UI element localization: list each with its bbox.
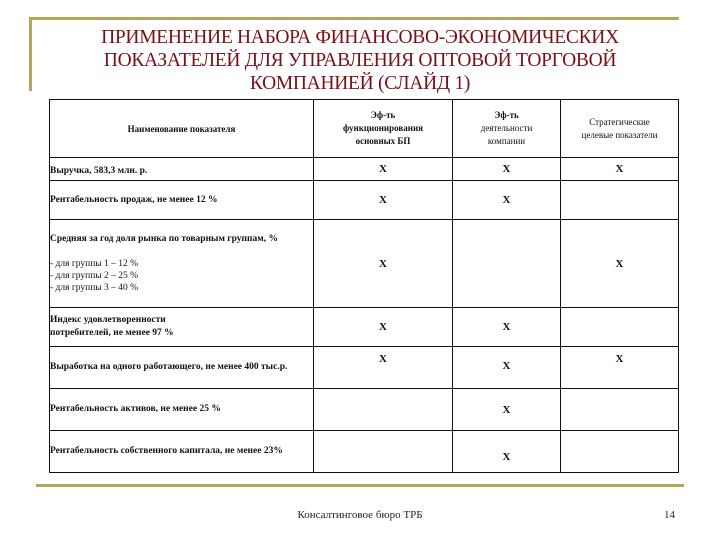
mark-cell: Х: [453, 308, 561, 347]
row-label-text: Средняя за год доля рынка по товарным группам, %: [50, 234, 278, 244]
table-row: [50, 158, 679, 181]
header-line: целевые показатели: [581, 129, 658, 140]
mark-cell: [453, 220, 561, 308]
header-line: функционирования: [343, 123, 423, 133]
header-line: Эф-ть: [494, 110, 519, 120]
table-header-row: [50, 100, 679, 158]
page-number: 14: [664, 509, 675, 521]
header-line: компании: [487, 136, 526, 146]
mark-cell: Х: [314, 308, 453, 347]
sublist-item: - для группы 1 – 12 %: [50, 259, 139, 269]
accent-line-bottom: [36, 484, 684, 487]
header-line: Стратегические: [589, 116, 650, 127]
mark-cell: Х: [453, 158, 561, 181]
row-label-text: Индекс удовлетворенности потребителей, не менее 97 %: [50, 315, 174, 338]
mark-cell: Х: [561, 347, 679, 389]
mark-cell: Х: [314, 158, 453, 181]
header-company-efficiency: [453, 100, 561, 158]
row-label-text: Рентабельность собственного капитала, не менее 23%: [50, 446, 283, 456]
sublist-item: - для группы 3 – 40 %: [50, 283, 139, 293]
footer-company: Консалтинговое бюро ТРБ: [297, 509, 423, 521]
row-label: [50, 431, 314, 473]
row-sublist: [50, 258, 313, 294]
row-label: [50, 308, 314, 347]
table-row: [50, 389, 679, 431]
mark-cell: [314, 389, 453, 431]
row-label-text: Рентабельность активов, не менее 25 %: [50, 404, 221, 414]
mark-cell: [561, 389, 679, 431]
mark-cell: Х: [314, 181, 453, 220]
header-strategic-targets: [561, 100, 679, 158]
row-label-text: Рентабельность продаж, не менее 12 %: [50, 194, 218, 205]
title-line-2: ПОКАЗАТЕЛЕЙ ДЛЯ УПРАВЛЕНИЯ ОПТОВОЙ ТОРГОВОЙ: [103, 50, 617, 71]
mark-cell: Х: [561, 158, 679, 181]
mark-cell: Х: [561, 220, 679, 308]
header-line: деятельности: [480, 123, 533, 133]
row-label: [50, 220, 314, 308]
sublist-item: - для группы 2 – 25 %: [50, 271, 139, 281]
mark-cell: [314, 431, 453, 473]
mark-cell: [561, 308, 679, 347]
accent-line-top: [29, 17, 679, 20]
metrics-table: [49, 99, 679, 473]
row-label: [50, 158, 314, 181]
mark-cell: [561, 181, 679, 220]
row-label: [50, 389, 314, 431]
table-row: [50, 220, 679, 308]
title-line-1: ПРИМЕНЕНИЕ НАБОРА ФИНАНСОВО-ЭКОНОМИЧЕСКИХ: [101, 27, 619, 48]
mark-cell: [561, 431, 679, 473]
row-label-text: Выручка, 583,3 млн. р.: [50, 165, 148, 176]
mark-cell: Х: [453, 347, 561, 389]
mark-cell: Х: [314, 220, 453, 308]
mark-cell: Х: [314, 347, 453, 389]
table-row: [50, 308, 679, 347]
title-line-3: КОМПАНИЕЙ (СЛАЙД 1): [249, 73, 471, 94]
table-row: [50, 181, 679, 220]
mark-cell: Х: [453, 181, 561, 220]
mark-cell: Х: [453, 431, 561, 473]
row-label-text: Выработка на одного работающего, не менее 400 тыс.р.: [50, 362, 288, 372]
slide-title: [40, 26, 680, 95]
header-indicator-name: Наименование показателя: [50, 100, 314, 158]
row-label: [50, 181, 314, 220]
table-row: [50, 431, 679, 473]
header-process-efficiency: [314, 100, 453, 158]
mark-cell: Х: [453, 389, 561, 431]
row-label: [50, 347, 314, 389]
header-line: Эф-ть: [370, 110, 396, 120]
accent-line-left: [29, 17, 32, 91]
table-row: [50, 347, 679, 389]
header-line: основных БП: [355, 136, 411, 146]
